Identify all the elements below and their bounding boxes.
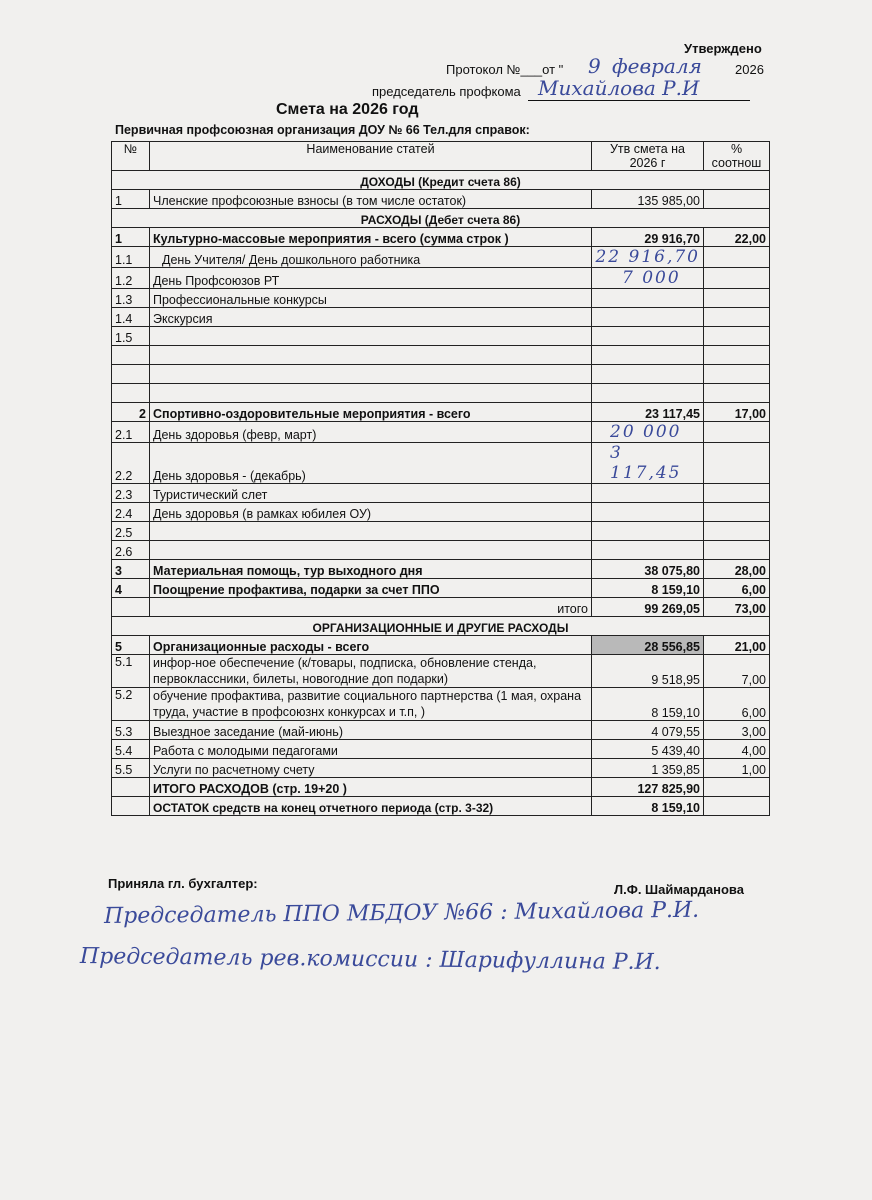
row-no: 5.2: [112, 688, 150, 721]
row-sum: 8 159,10: [592, 688, 704, 721]
row-no: 1.5: [112, 327, 150, 346]
chair-signature: Михайлова Р.И: [538, 76, 700, 100]
table-row: [112, 443, 770, 484]
row-handwritten-sum: 3 117,45: [592, 443, 704, 484]
row-no: 2.2: [112, 443, 150, 484]
row-no: 1.1: [112, 247, 150, 268]
table-row: [112, 190, 770, 209]
row-sum: 4 079,55: [592, 721, 704, 740]
row-no: 1.2: [112, 268, 150, 289]
handwritten-line-chair: Председатель ППО МБДОУ №66 : Михайлова Р.И.: [103, 897, 700, 929]
table-row: [112, 688, 770, 721]
row-name: Выездное заседание (май-июнь): [150, 721, 592, 740]
row-no: 5.5: [112, 759, 150, 778]
itogo-row: [112, 598, 770, 617]
row-handwritten-sum: 7 000: [592, 268, 704, 289]
section-org: [112, 617, 770, 636]
org-name: Первичная профсоюзная организация ДОУ № 66 Тел.для справок:: [115, 123, 530, 137]
row-no: 5.4: [112, 740, 150, 759]
row-no: 2.5: [112, 522, 150, 541]
table-row: [112, 541, 770, 560]
protocol-label: Протокол №___от ": [446, 62, 564, 77]
total-expenses-sum: 127 825,90: [592, 778, 704, 797]
row-handwritten-sum: 20 000: [592, 422, 704, 443]
protocol-year: 2026: [735, 62, 764, 77]
section-income: [112, 171, 770, 190]
row-name: Членские профсоюзные взносы (в том числе остаток): [150, 190, 592, 209]
row-no: 2.3: [112, 484, 150, 503]
table-row: [112, 289, 770, 308]
row-name: Поощрение профактива, подарки за счет ППО: [150, 579, 592, 598]
row-sum: 8 159,10: [592, 579, 704, 598]
table-row: [112, 228, 770, 247]
row-name: День здоровья (в рамках юбилея ОУ): [150, 503, 592, 522]
empty-row: [112, 365, 770, 384]
row-no: 2.1: [112, 422, 150, 443]
row-name: Туристический слет: [150, 484, 592, 503]
row-sum: 9 518,95: [592, 655, 704, 688]
protocol-month: февраля: [612, 54, 702, 78]
total-expenses-label: ИТОГО РАСХОДОВ (стр. 19+20 ): [150, 778, 592, 797]
table-row: [112, 560, 770, 579]
accountant-name: Л.Ф. Шаймарданова: [614, 882, 744, 897]
row-no: 3: [112, 560, 150, 579]
row-name: День здоровья - (декабрь): [150, 443, 592, 484]
row-no: 1.3: [112, 289, 150, 308]
row-pct: 17,00: [704, 403, 770, 422]
row-no: 5.1: [112, 655, 150, 688]
table-row: [112, 636, 770, 655]
row-no: 4: [112, 579, 150, 598]
row-sum-highlighted: 28 556,85: [592, 636, 704, 655]
accountant-label: Приняла гл. бухгалтер:: [108, 876, 258, 891]
row-pct: 4,00: [704, 740, 770, 759]
balance-label: ОСТАТОК средств на конец отчетного периода (стр. 3-32): [150, 797, 592, 816]
row-no: 5.3: [112, 721, 150, 740]
table-row: [112, 268, 770, 289]
row-no: 1: [112, 190, 150, 209]
section-expense: [112, 209, 770, 228]
table-row: [112, 721, 770, 740]
table-row: [112, 503, 770, 522]
row-no: 1: [112, 228, 150, 247]
table-row: [112, 247, 770, 268]
row-name: инфор-ное обеспечение (к/товары, подписка, обновление стенда, первоклассники, билеты, новогодние доп подарки): [150, 655, 592, 688]
row-name: Профессиональные конкурсы: [150, 289, 592, 308]
row-no: 2.6: [112, 541, 150, 560]
row-pct: 6,00: [704, 579, 770, 598]
row-sum: 29 916,70: [592, 228, 704, 247]
table-row: [112, 655, 770, 688]
budget-table: [111, 141, 770, 816]
row-name: Культурно-массовые мероприятия - всего (сумма строк ): [150, 228, 592, 247]
row-pct: 22,00: [704, 228, 770, 247]
row-name: Услуги по расчетному счету: [150, 759, 592, 778]
table-row: [112, 579, 770, 598]
row-no: 2.4: [112, 503, 150, 522]
table-header: [112, 142, 770, 171]
row-sum: 38 075,80: [592, 560, 704, 579]
section-title: РАСХОДЫ (Дебет счета 86): [112, 209, 770, 228]
itogo-label: итого: [150, 598, 592, 617]
col-name-header: Наименование статей: [150, 142, 592, 171]
row-name: Работа с молодыми педагогами: [150, 740, 592, 759]
row-no: 1.4: [112, 308, 150, 327]
section-title: ДОХОДЫ (Кредит счета 86): [112, 171, 770, 190]
balance-sum: 8 159,10: [592, 797, 704, 816]
empty-row: [112, 346, 770, 365]
chair-label: председатель профкома: [372, 84, 521, 99]
row-pct: 6,00: [704, 688, 770, 721]
page-title: Смета на 2026 год: [276, 101, 419, 118]
table-row: [112, 740, 770, 759]
row-name: День здоровья (февр, март): [150, 422, 592, 443]
signature-underline: [528, 100, 750, 101]
row-sum: 23 117,45: [592, 403, 704, 422]
row-pct: 3,00: [704, 721, 770, 740]
table-row: [112, 484, 770, 503]
row-handwritten-sum: 22 916,70: [592, 247, 704, 268]
itogo-sum: 99 269,05: [592, 598, 704, 617]
row-name: Экскурсия: [150, 308, 592, 327]
approved-label: Утверждено: [684, 41, 762, 56]
row-name: Материальная помощь, тур выходного дня: [150, 560, 592, 579]
section-title: ОРГАНИЗАЦИОННЫЕ И ДРУГИЕ РАСХОДЫ: [112, 617, 770, 636]
row-no: 5: [112, 636, 150, 655]
row-pct: 28,00: [704, 560, 770, 579]
row-no: 2: [112, 403, 150, 422]
table-row: [112, 327, 770, 346]
table-row: [112, 522, 770, 541]
empty-row: [112, 384, 770, 403]
protocol-day: 9: [588, 54, 601, 78]
table-row: [112, 308, 770, 327]
row-sum: 1 359,85: [592, 759, 704, 778]
total-expenses-row: [112, 778, 770, 797]
row-name: День Профсоюзов РТ: [150, 268, 592, 289]
balance-row: [112, 797, 770, 816]
row-pct: 7,00: [704, 655, 770, 688]
row-name: обучение профактива, развитие социального партнерства (1 мая, охрана труда, участие в профсоюзнх конкурсах и т.п, ): [150, 688, 592, 721]
table-row: [112, 422, 770, 443]
table-row: [112, 403, 770, 422]
table-row: [112, 759, 770, 778]
row-name: День Учителя/ День дошкольного работника: [150, 247, 592, 268]
row-sum: 5 439,40: [592, 740, 704, 759]
col-pct-header: % соотнош: [704, 142, 770, 171]
row-pct: 21,00: [704, 636, 770, 655]
row-name: Спортивно-оздоровительные мероприятия - всего: [150, 403, 592, 422]
handwritten-line-audit: Председатель рев.комиссии : Шарифуллина Р.И.: [79, 944, 661, 976]
row-name: Организационные расходы - всего: [150, 636, 592, 655]
row-sum: 135 985,00: [592, 190, 704, 209]
col-no-header: №: [112, 142, 150, 171]
row-pct: 1,00: [704, 759, 770, 778]
col-sum-header: Утв смета на 2026 г: [592, 142, 704, 171]
itogo-pct: 73,00: [704, 598, 770, 617]
